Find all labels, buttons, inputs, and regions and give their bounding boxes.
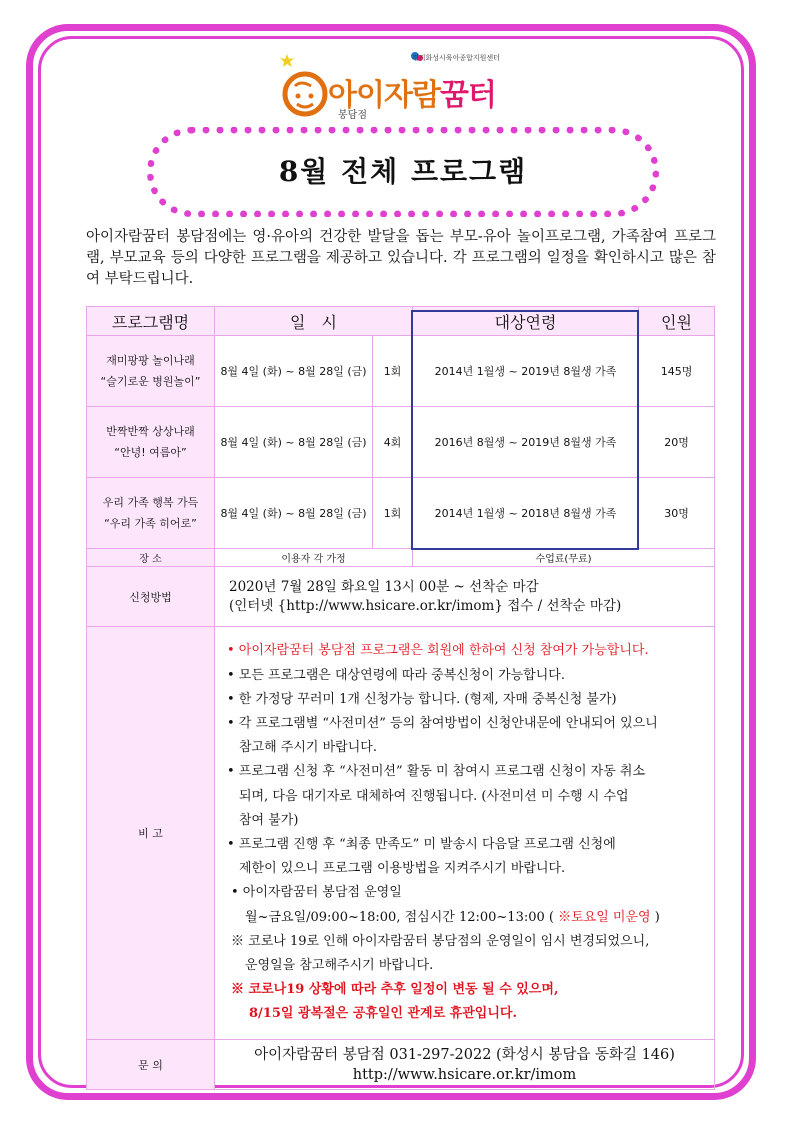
intro-text: 아이자람꿈터 봉담점에는 영·유아의 건강한 발달을 돕는 부모-유아 놀이프로그램, 가족참여 프로그램, 부모교육 등의 다양한 프로그램을 제공하고 있습니다. 각 프로그램의 일정을 확인하시고 많은 참여 부탁드립니다. bbox=[86, 229, 716, 287]
note-line: • 프로그램 신청 후 “사전미션” 활동 미 참여시 프로그램 신청이 자동 취소 bbox=[227, 764, 646, 780]
logo-branch: 봉담점 bbox=[338, 110, 367, 121]
saturday-closed-text: ※토요일 미운영 bbox=[558, 909, 651, 925]
program-age: 2014년 1월생 ~ 2019년 8월생 가족 bbox=[413, 336, 639, 407]
place-label: 장 소 bbox=[87, 549, 215, 567]
note-line: • 아이자람꿈터 봉담점 프로그램은 회원에 한하여 신청 참여가 가능합니다. bbox=[227, 643, 649, 659]
program-name-line2: “우리 가족 히어로” bbox=[104, 517, 197, 530]
note-line: 참고해 주시기 바랍니다. bbox=[239, 740, 377, 756]
contact-row bbox=[87, 1040, 715, 1090]
program-capacity: 20명 bbox=[639, 407, 715, 478]
fee-value: 수업료(무료) bbox=[413, 549, 715, 567]
program-date: 8월 4일 (화) ~ 8월 28일 (금) bbox=[215, 336, 373, 407]
contact-line2: http://www.hsicare.or.kr/imom bbox=[352, 1066, 577, 1083]
header-capacity: 인원 bbox=[639, 307, 715, 336]
program-name bbox=[87, 407, 215, 478]
apply-value bbox=[215, 567, 715, 627]
program-table bbox=[86, 306, 715, 1090]
note-line-hours: 월~금요일/09:00~18:00, 점심시간 12:00~13:00 ( ※토요일 미운영 ) bbox=[245, 909, 660, 925]
note-line: ※ 코로나 19로 인해 아이자람꿈터 봉담점의 운영일이 임시 변경되었으니, bbox=[231, 933, 650, 949]
place-value: 이용자 각 가정 bbox=[215, 549, 413, 567]
header-program-name: 프로그램명 bbox=[87, 307, 215, 336]
program-name-line1: 반짝반짝 상상나래 bbox=[106, 425, 195, 438]
table-row bbox=[87, 478, 715, 549]
apply-line2: (인터넷 {http://www.hsicare.or.kr/imom} 접수 / 선착순 마감) bbox=[229, 597, 622, 614]
program-capacity: 145명 bbox=[639, 336, 715, 407]
program-count: 1회 bbox=[373, 478, 413, 549]
note-line: ※ 코로나19 상황에 따라 추후 일정이 변동 될 수 있으며, bbox=[231, 982, 559, 998]
program-age: 2016년 8월생 ~ 2019년 8월생 가족 bbox=[413, 407, 639, 478]
program-name-line1: 재미팡팡 놀이나래 bbox=[106, 354, 195, 367]
program-count: 1회 bbox=[373, 336, 413, 407]
table-row bbox=[87, 336, 715, 407]
header-datetime: 일 시 bbox=[215, 307, 413, 336]
program-name-line2: “안녕! 여름아” bbox=[114, 446, 187, 459]
program-date: 8월 4일 (화) ~ 8월 28일 (금) bbox=[215, 407, 373, 478]
note-line: • 각 프로그램별 “사전미션” 등의 참여방법이 신청안내문에 안내되어 있으니 bbox=[227, 715, 658, 731]
logo-center-name: 경기화성시육아종합지원센터 bbox=[412, 54, 500, 62]
note-hours-text: 월~금요일/09:00~18:00, 점심시간 12:00~13:00 ( bbox=[245, 909, 554, 925]
apply-label: 신청방법 bbox=[87, 567, 215, 627]
program-name bbox=[87, 336, 215, 407]
page-title: 8월 전체 프로그램 bbox=[278, 155, 528, 188]
note-line: • 아이자람꿈터 봉담점 운영일 bbox=[231, 885, 402, 901]
apply-line1: 2020년 7월 28일 화요일 13시 00분 ~ 선착순 마감 bbox=[229, 578, 539, 595]
note-line: 참여 불가) bbox=[239, 812, 299, 828]
notes-row bbox=[87, 627, 715, 1040]
program-name-line2: “슬기로운 병원놀이” bbox=[100, 375, 201, 388]
program-age: 2014년 1월생 ~ 2018년 8월생 가족 bbox=[413, 478, 639, 549]
contact-label: 문 의 bbox=[87, 1040, 215, 1090]
note-line: 되며, 다음 대기자로 대체하여 진행됩니다. (사전미션 미 수행 시 수업 bbox=[239, 788, 629, 804]
table-row bbox=[87, 407, 715, 478]
note-line: 운영일을 참고해주시기 바랍니다. bbox=[245, 958, 434, 974]
note-line: 제한이 있으니 프로그램 이용방법을 지켜주시기 바랍니다. bbox=[239, 861, 566, 877]
program-name-line1: 우리 가족 행복 가득 bbox=[102, 496, 199, 509]
note-line: • 한 가정당 꾸러미 1개 신청가능 합니다. (형제, 자매 중복신청 불가) bbox=[227, 691, 617, 707]
note-line: 8/15일 광복절은 공휴일인 관계로 휴관입니다. bbox=[249, 1006, 517, 1022]
notes-label: 비 고 bbox=[87, 627, 215, 1040]
apply-row bbox=[87, 567, 715, 627]
program-capacity: 30명 bbox=[639, 478, 715, 549]
notes-content bbox=[215, 627, 715, 1040]
contact-line1: 아이자람꿈터 봉담점 031-297-2022 (화성시 봉담읍 동화길 146) bbox=[254, 1046, 675, 1063]
note-line: • 프로그램 진행 후 “최종 만족도” 미 발송시 다음달 프로그램 신청에 bbox=[227, 837, 616, 852]
note-line: • 모든 프로그램은 대상연령에 따라 중복신청이 가능합니다. bbox=[227, 667, 565, 683]
table-header-row bbox=[87, 307, 715, 336]
logo-main-part2: 꿈터 bbox=[439, 78, 496, 113]
program-name bbox=[87, 478, 215, 549]
header-target-age: 대상연령 bbox=[413, 307, 639, 336]
place-row bbox=[87, 549, 715, 567]
program-date: 8월 4일 (화) ~ 8월 28일 (금) bbox=[215, 478, 373, 549]
program-count: 4회 bbox=[373, 407, 413, 478]
contact-content bbox=[215, 1040, 715, 1090]
logo-main-part1: 아이자람 bbox=[328, 78, 440, 113]
